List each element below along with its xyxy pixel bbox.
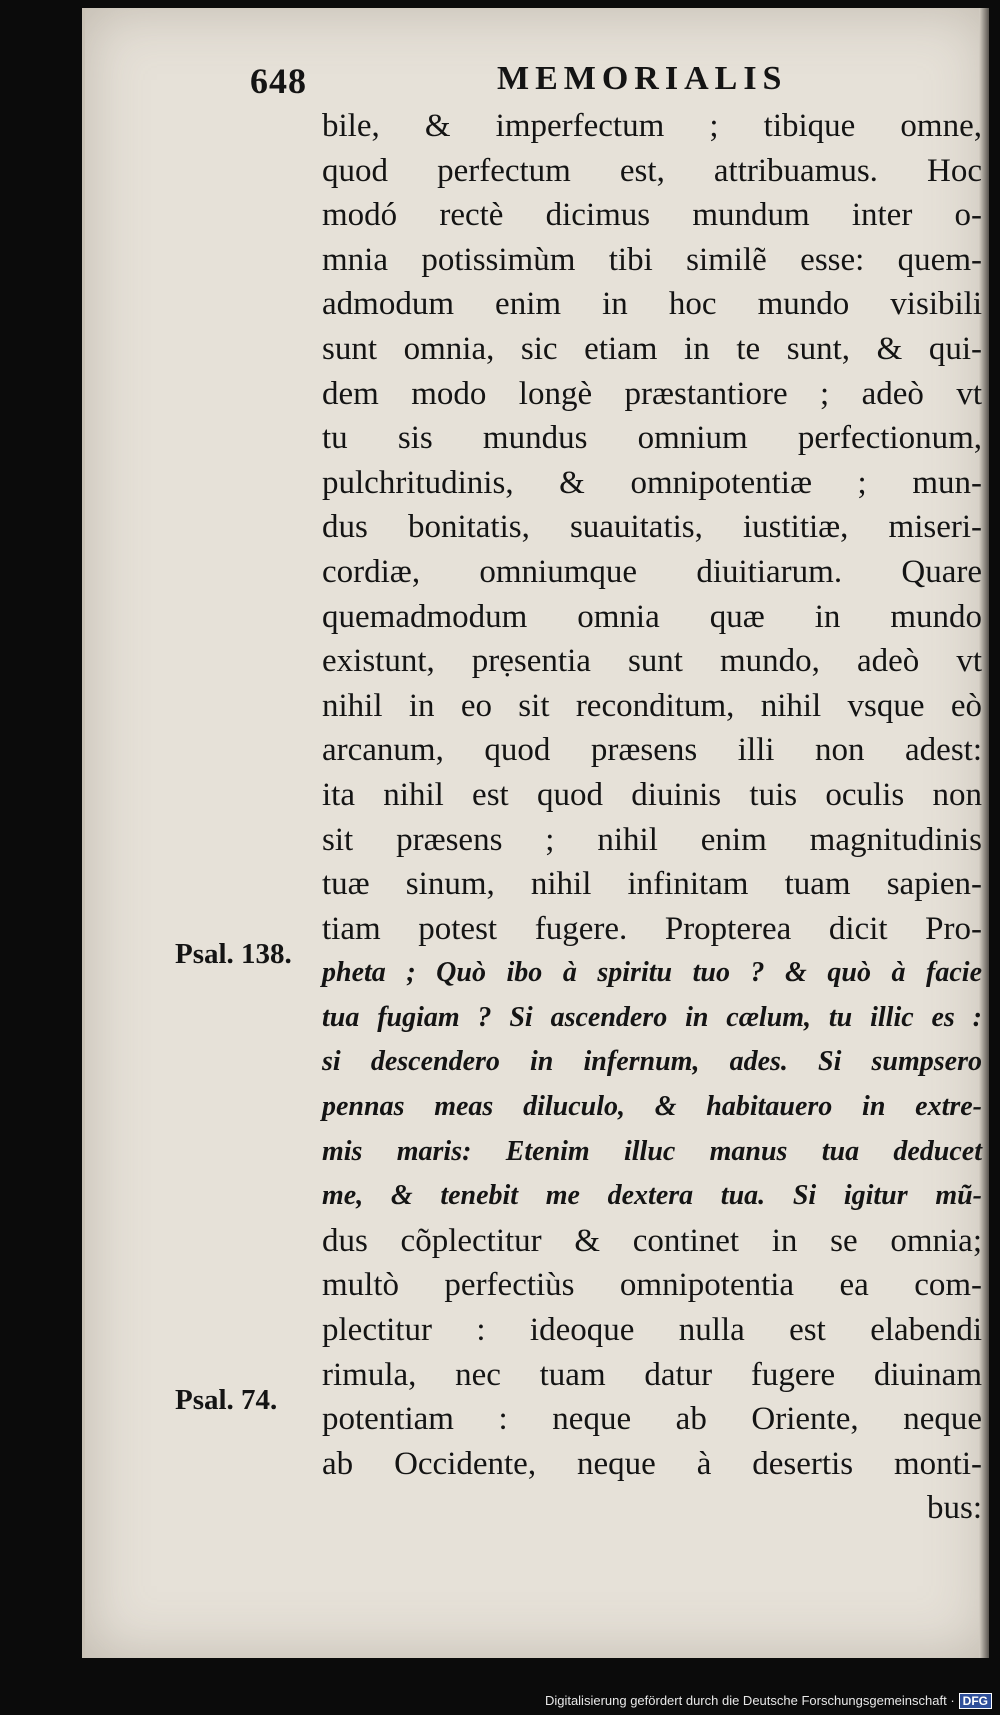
text-line: bile, & imperfectum ; tibique omne, xyxy=(322,108,982,144)
text-line: mnia potissimùm tibi similẽ esse: quem- xyxy=(322,241,982,278)
text-line: tu sis mundus omnium perfectionum, xyxy=(322,420,982,457)
book-page xyxy=(82,8,989,1658)
text-line: ab Occidente, neque à desertis monti- xyxy=(322,1445,982,1482)
text-line-quotation: me, & tenebit me dextera tua. Si igitur mũ- xyxy=(322,1180,982,1212)
text-line: dus cõplectitur & continet in se omnia; xyxy=(322,1222,982,1259)
text-line: quod perfectum est, attribuamus. Hoc xyxy=(322,152,982,189)
text-line: potentiam : neque ab Oriente, neque xyxy=(322,1401,982,1438)
page-number: 648 xyxy=(250,61,307,101)
text-line-quotation: pheta ; Quò ibo à spiritu tuo ? & quò à facie xyxy=(322,957,982,989)
text-line: existunt, prẹsentia sunt mundo, adeò vt xyxy=(322,643,982,680)
text-line-quotation: pennas meas diluculo, & habitauero in extre- xyxy=(322,1091,982,1123)
text-line: ita nihil est quod diuinis tuis oculis non xyxy=(322,776,982,813)
text-line: sunt omnia, sic etiam in te sunt, & qui- xyxy=(322,330,982,367)
text-line: plectitur : ideoque nulla est elabendi xyxy=(322,1312,982,1349)
text-line-quotation: si descendero in infernum, ades. Si sumpsero xyxy=(322,1046,982,1078)
margin-note-psalm-74: Psal. 74. xyxy=(175,1384,278,1416)
dfg-logo: DFG xyxy=(959,1693,992,1709)
text-line: arcanum, quod præsens illi non adest: xyxy=(322,732,982,769)
text-line: admodum enim in hoc mundo visibili xyxy=(322,286,982,323)
text-line: dus bonitatis, suauitatis, iustitiæ, miseri- xyxy=(322,509,982,546)
text-line: tiam potest fugere. Propterea dicit Pro- xyxy=(322,910,982,947)
text-line: multò perfectiùs omnipotentia ea com- xyxy=(322,1267,982,1304)
margin-note-psalm-138: Psal. 138. xyxy=(175,938,292,970)
running-title: MEMORIALIS xyxy=(497,60,788,97)
text-line: tuæ sinum, nihil infinitam tuam sapien- xyxy=(322,866,982,903)
text-line-quotation: tua fugiam ? Si ascendero in cælum, tu illic es : xyxy=(322,1001,982,1033)
text-line: modó rectè dicimus mundum inter o- xyxy=(322,197,982,234)
text-line-quotation: mis maris: Etenim illuc manus tua deducet xyxy=(322,1135,982,1167)
text-line: cordiæ, omniumque diuitiarum. Quare xyxy=(322,553,982,590)
text-line: dem modo longè præstantiore ; adeò vt xyxy=(322,375,982,412)
catchword: bus: xyxy=(926,1490,982,1527)
text-line: sit præsens ; nihil enim magnitudinis xyxy=(322,821,982,858)
text-line: nihil in eo sit reconditum, nihil vsque eò xyxy=(322,687,982,724)
page-header xyxy=(85,60,989,100)
digitization-credit xyxy=(545,1693,992,1709)
body-text xyxy=(322,104,982,1531)
text-line: rimula, nec tuam datur fugere diuinam xyxy=(322,1356,982,1393)
text-line: pulchritudinis, & omnipotentiæ ; mun- xyxy=(322,464,982,501)
text-line: quemadmodum omnia quæ in mundo xyxy=(322,598,982,635)
credit-text: Digitalisierung gefördert durch die Deutsche Forschungsgemeinschaft · xyxy=(544,1693,955,1708)
